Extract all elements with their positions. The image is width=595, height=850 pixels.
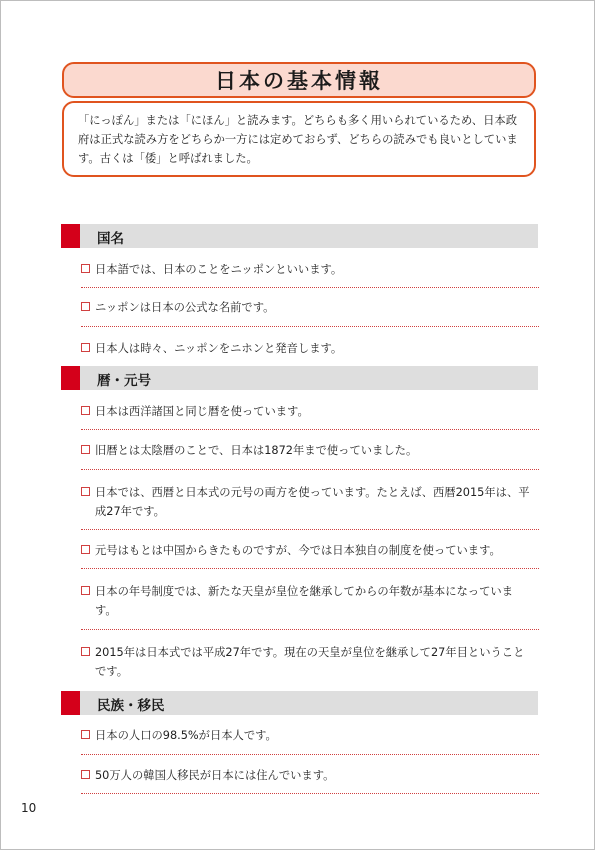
page-number: 10: [21, 801, 37, 815]
checklist-item: [81, 260, 539, 288]
section-marker: [61, 691, 80, 715]
checkbox-icon[interactable]: [81, 647, 90, 656]
checkbox-icon[interactable]: [81, 343, 90, 352]
checklist-item: [81, 339, 539, 361]
checklist-item: [81, 402, 539, 430]
section-heading-calendar: [61, 366, 538, 390]
checklist-item-text: 日本では、西暦と日本式の元号の両方を使っています。たとえば、西暦2015年は、平成27年です。: [95, 486, 530, 518]
checklist-item-text: 日本の年号制度では、新たな天皇が皇位を継承してからの年数が基本になっています。: [95, 585, 513, 617]
page-title: 日本の基本情報: [215, 69, 383, 93]
checklist-item: [81, 441, 539, 470]
checkbox-icon[interactable]: [81, 264, 90, 273]
checklist-item: [81, 726, 539, 755]
checklist-item-text: 旧暦とは太陰暦のことで、日本は1872年まで使っていました。: [95, 444, 418, 457]
checkbox-icon[interactable]: [81, 445, 90, 454]
section-marker: [61, 224, 80, 248]
checklist-item-text: 2015年は日本式では平成27年です。現在の天皇が皇位を継承して27年目ということです。: [95, 646, 525, 678]
checkbox-icon[interactable]: [81, 730, 90, 739]
checklist-item: [81, 298, 539, 327]
checkbox-icon[interactable]: [81, 545, 90, 554]
checkbox-icon[interactable]: [81, 586, 90, 595]
title-banner: [62, 62, 536, 98]
checklist-item-text: 日本人は時々、ニッポンをニホンと発音します。: [95, 342, 343, 355]
section-marker: [61, 366, 80, 390]
checklist-item: [81, 483, 539, 530]
checkbox-icon[interactable]: [81, 487, 90, 496]
section-heading-label: 民族・移民: [97, 698, 165, 714]
checklist-item-text: ニッポンは日本の公式な名前です。: [95, 301, 275, 314]
checklist-item: [81, 766, 539, 794]
checklist-item: [81, 643, 539, 685]
checklist-item-text: 元号はもとは中国からきたものですが、今では日本独自の制度を使っています。: [95, 544, 501, 557]
checklist-item-text: 50万人の韓国人移民が日本には住んでいます。: [95, 769, 335, 782]
section-heading-label: 暦・元号: [97, 373, 151, 389]
checkbox-icon[interactable]: [81, 406, 90, 415]
intro-box: [62, 101, 536, 177]
section-heading-ethnicity: [61, 691, 538, 715]
checklist-item-text: 日本語では、日本のことをニッポンといいます。: [95, 263, 343, 276]
checklist-item-text: 日本の人口の98.5%が日本人です。: [95, 729, 277, 742]
checkbox-icon[interactable]: [81, 302, 90, 311]
section-heading-kokumei: [61, 224, 538, 248]
checkbox-icon[interactable]: [81, 770, 90, 779]
intro-text: 「にっぽん」または「にほん」と読みます。どちらも多く用いられているため、日本政府は正式な読み方をどちらか一方には定めておらず、どちらの読みでも良いとしています。古くは「倭」と呼ばれました。: [78, 114, 518, 165]
checklist-item: [81, 582, 539, 630]
section-heading-label: 国名: [97, 231, 124, 247]
checklist-item-text: 日本は西洋諸国と同じ暦を使っています。: [95, 405, 309, 418]
checklist-item: [81, 541, 539, 569]
